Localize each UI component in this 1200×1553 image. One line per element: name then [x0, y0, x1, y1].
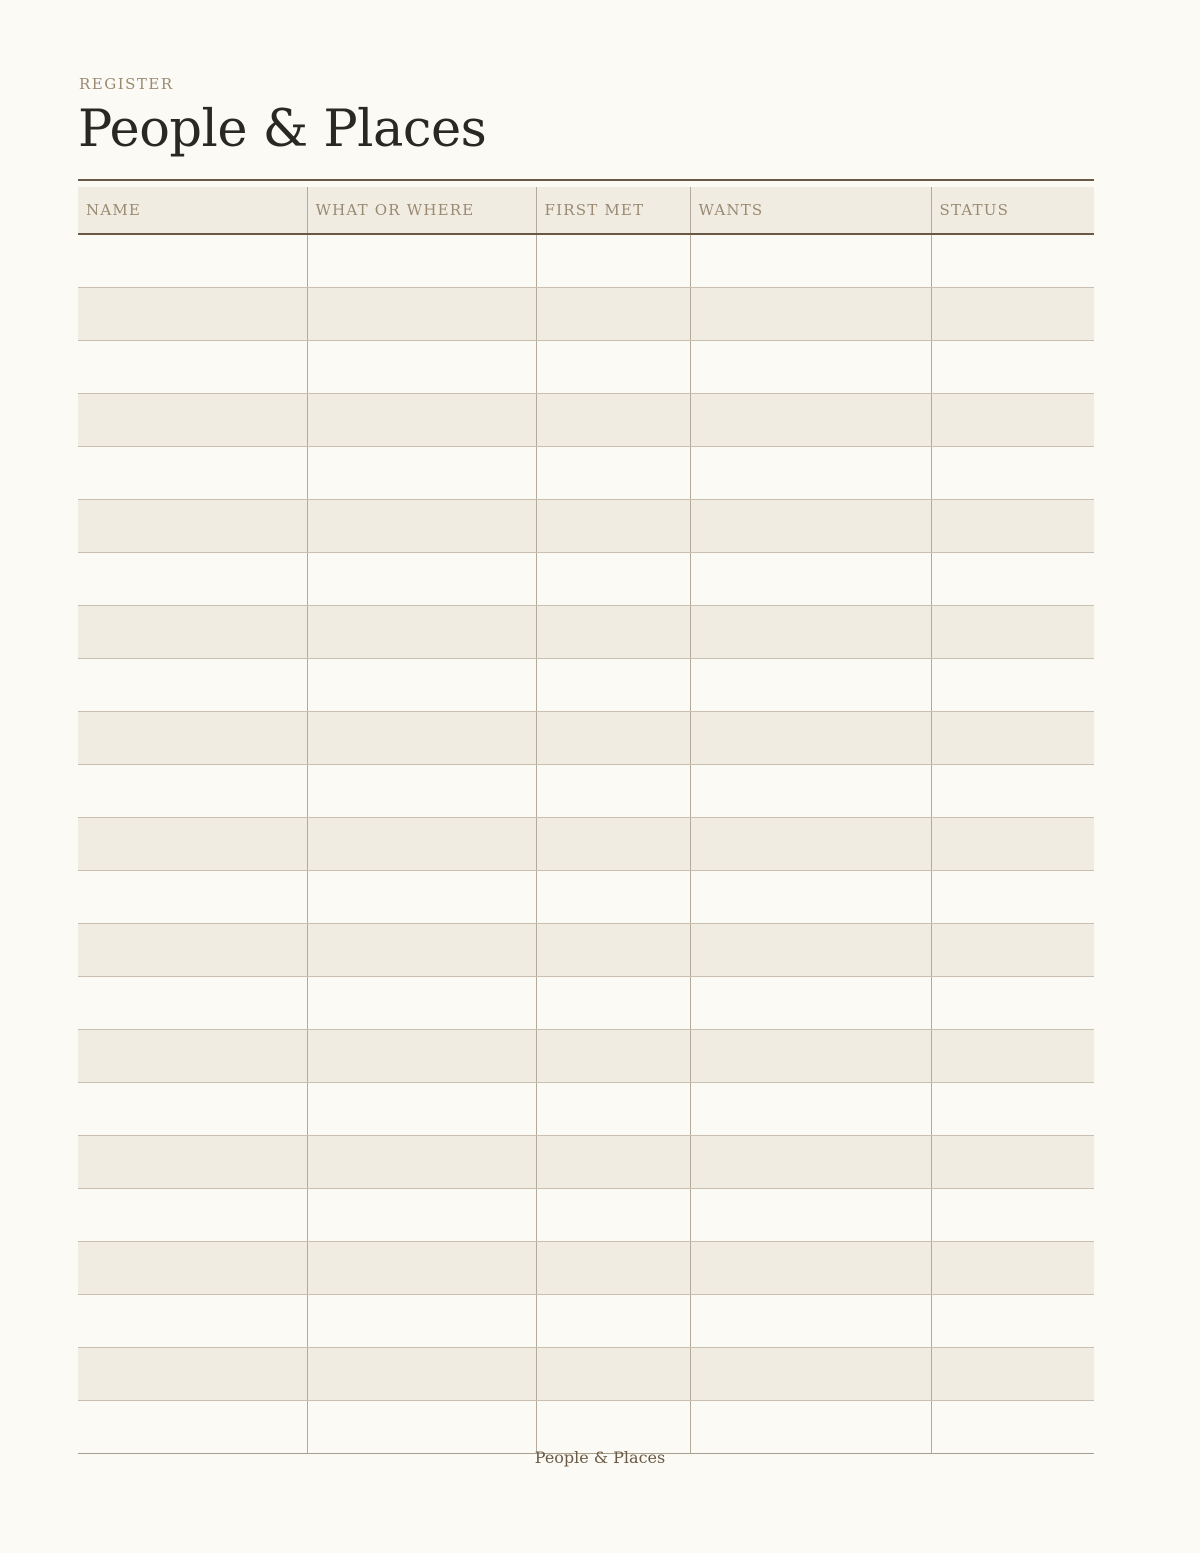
cell-what-or-where[interactable] — [307, 1401, 536, 1454]
cell-first-met[interactable] — [536, 341, 690, 394]
cell-name[interactable] — [78, 765, 307, 818]
cell-status[interactable] — [931, 394, 1094, 447]
table-row — [78, 553, 1094, 606]
cell-status[interactable] — [931, 553, 1094, 606]
cell-wants[interactable] — [690, 1083, 931, 1136]
cell-name[interactable] — [78, 1295, 307, 1348]
cell-what-or-where[interactable] — [307, 765, 536, 818]
cell-status[interactable] — [931, 1242, 1094, 1295]
cell-status[interactable] — [931, 1083, 1094, 1136]
cell-name[interactable] — [78, 234, 307, 288]
cell-status[interactable] — [931, 447, 1094, 500]
cell-name[interactable] — [78, 1242, 307, 1295]
cell-first-met[interactable] — [536, 765, 690, 818]
cell-first-met[interactable] — [536, 1030, 690, 1083]
column-header-status: STATUS — [931, 187, 1094, 234]
table-row — [78, 288, 1094, 341]
table-row — [78, 1242, 1094, 1295]
table-row — [78, 1401, 1094, 1454]
cell-first-met[interactable] — [536, 288, 690, 341]
cell-status[interactable] — [931, 1348, 1094, 1401]
table-row — [78, 659, 1094, 712]
cell-wants[interactable] — [690, 924, 931, 977]
cell-wants[interactable] — [690, 1401, 931, 1454]
column-header-first-met: FIRST MET — [536, 187, 690, 234]
cell-wants[interactable] — [690, 765, 931, 818]
title-divider — [78, 179, 1094, 181]
cell-what-or-where[interactable] — [307, 447, 536, 500]
cell-first-met[interactable] — [536, 871, 690, 924]
cell-first-met[interactable] — [536, 659, 690, 712]
cell-status[interactable] — [931, 871, 1094, 924]
table-row — [78, 1295, 1094, 1348]
table-row — [78, 712, 1094, 765]
cell-name[interactable] — [78, 659, 307, 712]
cell-wants[interactable] — [690, 1242, 931, 1295]
cell-first-met[interactable] — [536, 712, 690, 765]
table-row — [78, 341, 1094, 394]
cell-name[interactable] — [78, 1401, 307, 1454]
cell-wants[interactable] — [690, 1189, 931, 1242]
cell-what-or-where[interactable] — [307, 394, 536, 447]
table-row — [78, 765, 1094, 818]
cell-wants[interactable] — [690, 1030, 931, 1083]
cell-first-met[interactable] — [536, 818, 690, 871]
cell-what-or-where[interactable] — [307, 1189, 536, 1242]
cell-first-met[interactable] — [536, 977, 690, 1030]
page-title: People & Places — [78, 100, 487, 159]
table-row — [78, 1083, 1094, 1136]
cell-what-or-where[interactable] — [307, 606, 536, 659]
cell-wants[interactable] — [690, 394, 931, 447]
cell-status[interactable] — [931, 818, 1094, 871]
table-row — [78, 1136, 1094, 1189]
cell-what-or-where[interactable] — [307, 712, 536, 765]
cell-first-met[interactable] — [536, 1295, 690, 1348]
cell-name[interactable] — [78, 712, 307, 765]
column-header-wants: WANTS — [690, 187, 931, 234]
cell-status[interactable] — [931, 924, 1094, 977]
cell-name[interactable] — [78, 924, 307, 977]
cell-status[interactable] — [931, 1136, 1094, 1189]
table-row — [78, 394, 1094, 447]
table-row — [78, 818, 1094, 871]
table-header-row — [78, 187, 1094, 234]
cell-wants[interactable] — [690, 712, 931, 765]
cell-wants[interactable] — [690, 234, 931, 288]
cell-what-or-where[interactable] — [307, 500, 536, 553]
cell-what-or-where[interactable] — [307, 553, 536, 606]
register-table — [78, 187, 1094, 1454]
cell-status[interactable] — [931, 288, 1094, 341]
cell-first-met[interactable] — [536, 1189, 690, 1242]
cell-what-or-where[interactable] — [307, 1136, 536, 1189]
cell-name[interactable] — [78, 606, 307, 659]
cell-status[interactable] — [931, 341, 1094, 394]
cell-wants[interactable] — [690, 1136, 931, 1189]
table-row — [78, 924, 1094, 977]
cell-what-or-where[interactable] — [307, 924, 536, 977]
cell-what-or-where[interactable] — [307, 234, 536, 288]
cell-wants[interactable] — [690, 500, 931, 553]
cell-what-or-where[interactable] — [307, 977, 536, 1030]
cell-wants[interactable] — [690, 606, 931, 659]
table-row — [78, 606, 1094, 659]
table-row — [78, 1189, 1094, 1242]
cell-wants[interactable] — [690, 553, 931, 606]
cell-status[interactable] — [931, 1189, 1094, 1242]
table-row — [78, 500, 1094, 553]
cell-what-or-where[interactable] — [307, 288, 536, 341]
cell-name[interactable] — [78, 553, 307, 606]
cell-name[interactable] — [78, 871, 307, 924]
cell-what-or-where[interactable] — [307, 341, 536, 394]
cell-first-met[interactable] — [536, 553, 690, 606]
page-footer: People & Places — [534, 1448, 666, 1467]
table-row — [78, 1030, 1094, 1083]
cell-first-met[interactable] — [536, 1401, 690, 1454]
table-row — [78, 447, 1094, 500]
cell-status[interactable] — [931, 1030, 1094, 1083]
cell-what-or-where[interactable] — [307, 818, 536, 871]
cell-wants[interactable] — [690, 871, 931, 924]
table-row — [78, 871, 1094, 924]
table-row — [78, 234, 1094, 288]
cell-wants[interactable] — [690, 341, 931, 394]
cell-wants[interactable] — [690, 818, 931, 871]
cell-status[interactable] — [931, 234, 1094, 288]
cell-first-met[interactable] — [536, 500, 690, 553]
cell-status[interactable] — [931, 606, 1094, 659]
cell-wants[interactable] — [690, 1348, 931, 1401]
cell-name[interactable] — [78, 818, 307, 871]
cell-first-met[interactable] — [536, 1136, 690, 1189]
cell-name[interactable] — [78, 1348, 307, 1401]
cell-name[interactable] — [78, 1030, 307, 1083]
cell-name[interactable] — [78, 1189, 307, 1242]
cell-first-met[interactable] — [536, 1348, 690, 1401]
cell-wants[interactable] — [690, 1295, 931, 1348]
cell-wants[interactable] — [690, 977, 931, 1030]
register-eyebrow: REGISTER — [79, 75, 174, 93]
cell-name[interactable] — [78, 288, 307, 341]
cell-wants[interactable] — [690, 659, 931, 712]
cell-what-or-where[interactable] — [307, 871, 536, 924]
cell-first-met[interactable] — [536, 234, 690, 288]
table-row — [78, 977, 1094, 1030]
cell-status[interactable] — [931, 765, 1094, 818]
cell-wants[interactable] — [690, 288, 931, 341]
cell-first-met[interactable] — [536, 924, 690, 977]
cell-status[interactable] — [931, 1401, 1094, 1454]
cell-name[interactable] — [78, 341, 307, 394]
cell-status[interactable] — [931, 500, 1094, 553]
cell-status[interactable] — [931, 712, 1094, 765]
cell-what-or-where[interactable] — [307, 1242, 536, 1295]
cell-first-met[interactable] — [536, 1242, 690, 1295]
cell-what-or-where[interactable] — [307, 659, 536, 712]
cell-first-met[interactable] — [536, 606, 690, 659]
table-row — [78, 1348, 1094, 1401]
cell-first-met[interactable] — [536, 1083, 690, 1136]
cell-wants[interactable] — [690, 447, 931, 500]
cell-first-met[interactable] — [536, 447, 690, 500]
cell-what-or-where[interactable] — [307, 1348, 536, 1401]
cell-name[interactable] — [78, 1136, 307, 1189]
cell-first-met[interactable] — [536, 394, 690, 447]
cell-name[interactable] — [78, 447, 307, 500]
cell-name[interactable] — [78, 394, 307, 447]
cell-name[interactable] — [78, 1083, 307, 1136]
cell-name[interactable] — [78, 500, 307, 553]
table-body — [78, 234, 1094, 1454]
cell-what-or-where[interactable] — [307, 1030, 536, 1083]
column-header-what-or-where: WHAT OR WHERE — [307, 187, 536, 234]
cell-status[interactable] — [931, 659, 1094, 712]
cell-name[interactable] — [78, 977, 307, 1030]
cell-status[interactable] — [931, 977, 1094, 1030]
cell-what-or-where[interactable] — [307, 1083, 536, 1136]
column-header-name: NAME — [78, 187, 307, 234]
cell-what-or-where[interactable] — [307, 1295, 536, 1348]
cell-status[interactable] — [931, 1295, 1094, 1348]
